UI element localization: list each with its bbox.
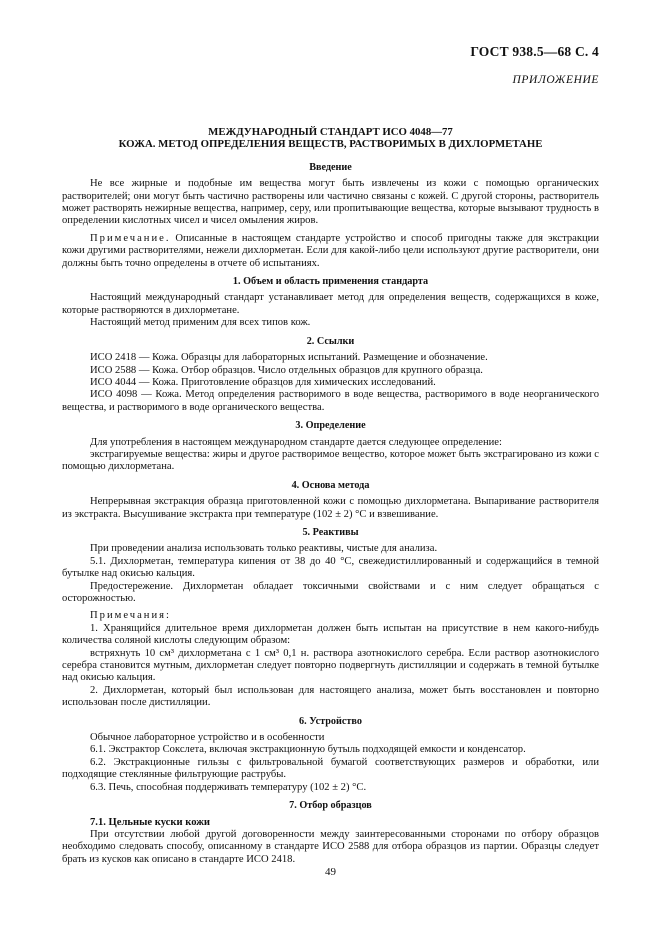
reference-item: ИСО 2588 — Кожа. Отбор образцов. Число отдельных образцов для крупного образца. [90, 364, 483, 376]
s1-paragraph-2: Настоящий метод применим для всех типов кож. [90, 317, 311, 329]
s5-warning: Предостережение. Дихлорметан обладает токсичными свойствами и с ним следует обращаться с осторожностью. [62, 580, 599, 604]
s3-paragraph-1: Для употребления в настоящем международном стандарте дается следующее определение: [90, 436, 502, 448]
section-heading-5: 5. Реактивы [302, 526, 359, 538]
s5-note-1: 1. Хранящийся длительное время дихлорметан должен быть испытан на присутствие в нем какого-нибудь количества соляной кислоты следующим образом: [62, 622, 599, 647]
s5-paragraph-1: При проведении анализа использовать только реактивы, чистые для анализа. [90, 543, 438, 555]
s5-note-2: 2. Дихлорметан, который был использован для настоящего анализа, может быть восстановлен и повторно использован после дистилляции. [62, 684, 599, 709]
s4-paragraph-1: Непрерывная экстракция образца приготовленной кожи с помощью дихлорметана. Выпаривание растворителя из экстракта. Высушивание экстракта при температуре (102 ± 2) °С и взвешивание. [62, 496, 599, 520]
s3-paragraph-2: экстрагируемые вещества: жиры и другое растворимое вещество, которое может быть экстрагировано из кожи с помощью дихлорметана. [62, 448, 599, 473]
section-heading-2: 2. Ссылки [306, 335, 355, 347]
document-title-line1: МЕЖДУНАРОДНЫЙ СТАНДАРТ ИСО 4048—77 [208, 126, 453, 138]
s5-notes-label [62, 610, 599, 622]
reference-item: ИСО 4044 — Кожа. Приготовление образцов для химических исследований. [90, 376, 436, 388]
note-label: Примечание. [90, 232, 171, 244]
note-text: Описанные в настоящем стандарте устройство и способ пригодны также для экстракции кожи другими растворителями, нежели дихлорметан. Если для какой-либо цели используют другие растворители, они должны быть точно определены в отчете об испытаниях. [62, 232, 599, 269]
s6-paragraph-4: 6.3. Печь, способная поддерживать температуру (102 ± 2) °С. [90, 781, 367, 793]
reference-item: ИСО 2418 — Кожа. Образцы для лабораторных испытаний. Размещение и обозначение. [90, 352, 488, 364]
s7-paragraph-1: При отсутствии любой другой договоренности между заинтересованными сторонами по отбору образцов необходимо следовать способу, описанному в стандарте ИСО 2588 для отбора образцов из партии. Образцы следует брать из кусков как описано в стандарте ИСО 2418. [62, 828, 599, 865]
section-heading-1: 1. Объем и область применения стандарта [232, 276, 429, 288]
s6-paragraph-2: 6.1. Экстрактор Сокслета, включая экстракционную бутыль подходящей емкости и конденсатор. [90, 744, 526, 756]
section-heading-intro: Введение [309, 161, 352, 173]
standard-code-header: ГОСТ 938.5—68 С. 4 [470, 44, 599, 59]
section-heading-7: 7. Отбор образцов [289, 800, 372, 812]
appendix-label: ПРИЛОЖЕНИЕ [512, 74, 599, 86]
notes-label: Примечания: [90, 610, 171, 622]
intro-note [62, 233, 599, 270]
document-body [62, 126, 599, 866]
subsection-heading-7-1: 7.1. Цельные куски кожи [90, 816, 211, 828]
s5-paragraph-2: 5.1. Дихлорметан, температура кипения от 38 до 40 °С, свежедистиллированный и содержащийся в темной бутылке над окисью кальция. [62, 555, 599, 580]
section-heading-4: 4. Основа метода [291, 479, 370, 491]
s1-paragraph-1: Настоящий международный стандарт устанавливает метод для определения веществ, содержащихся в коже, которые растворяются в дихлорметане. [62, 292, 599, 316]
section-heading-3: 3. Определение [295, 420, 366, 432]
page-number: 49 [325, 866, 336, 878]
intro-paragraph: Не все жирные и подобные им вещества могут быть извлечены из кожи с помощью органических растворителей; они могут быть частично растворены или частично связаны с кожей. С другой стороны, растворитель может растворять нежирные вещества, например, серу, или пропитывающие вещества, которые вызывают трудность в определении кислотных чисел и чисел омыления жиров. [62, 178, 599, 227]
document-title-line2: КОЖА. МЕТОД ОПРЕДЕЛЕНИЯ ВЕЩЕСТВ, РАСТВОРИМЫХ В ДИХЛОРМЕТАНЕ [118, 138, 543, 151]
s6-paragraph-1: Обычное лабораторное устройство и в особенности [90, 732, 325, 744]
s5-note-1b: встряхнуть 10 см³ дихлорметана с 1 см³ 0,1 н. раствора азотнокислого серебра. Если раствор азотнокислого серебра становится мутным, дихлорметан следует повторно подвергнуть дистилляции и содержать в темной бутылке над окисью кальция. [62, 647, 599, 684]
s6-paragraph-3: 6.2. Экстракционные гильзы с фильтровальной бумагой соответствующих размеров и обработки, или подходящие стеклянные фильтрующие раструбы. [62, 756, 599, 781]
reference-item: ИСО 4098 — Кожа. Метод определения растворимого в воде вещества, растворимого в воде неорганического вещества, и растворимого в воде органического вещества. [62, 389, 599, 413]
section-heading-6: 6. Устройство [299, 715, 362, 727]
